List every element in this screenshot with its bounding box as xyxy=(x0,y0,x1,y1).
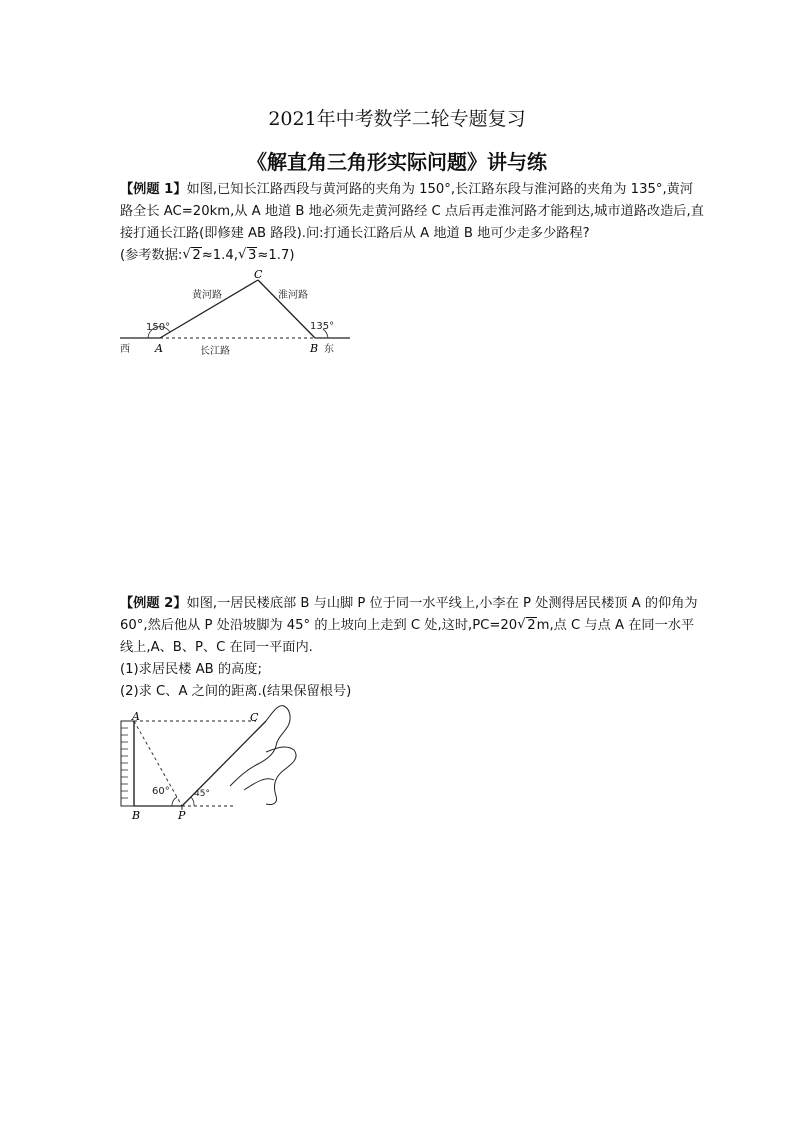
changjiang-road-label: 长江路 xyxy=(200,346,230,357)
point-c-label: C xyxy=(250,711,259,724)
example1-text xyxy=(120,179,704,245)
point-b-label: B xyxy=(310,342,319,355)
point-a-label: A xyxy=(132,710,140,723)
mountain-outline xyxy=(230,706,290,786)
page-subtitle: 《解直角三角形实际问题》讲与练 xyxy=(247,150,547,174)
sqrt-symbol: √ 2 xyxy=(517,615,536,637)
point-p-label: P xyxy=(178,809,186,822)
example2-body-end: m,点 C 与点 A 在同一水平线上,A、B、P、C 在同一平面内. xyxy=(120,618,695,655)
example1-figure xyxy=(118,268,358,360)
sqrt-symbol: √ 3 xyxy=(238,245,257,267)
example2-body: 如图,一居民楼底部 B 与山脚 P 位于同一水平线上,小李在 P 处测得居民楼顶 A 的仰角为 60°,然后他从 P 处沿坡脚为 45° 的上坡向上走到 C 处,这时,PC=20 xyxy=(120,596,698,633)
huaihe-road-label: 淮河路 xyxy=(278,290,308,301)
question-1: (1)求居民楼 AB 的高度; xyxy=(120,662,262,677)
point-c-label: C xyxy=(254,268,263,281)
example1-tag: 【例题 1】 xyxy=(120,182,187,197)
building-brick-wall xyxy=(121,721,134,806)
point-a-label: A xyxy=(155,342,163,355)
example1-body: 如图,已知长江路西段与黄河路的夹角为 150°,长江路东段与淮河路的夹角为 135°,黄河路全长 AC=20km,从 A 地道 B 地必须先走黄河路经 C 点后再走淮河路才能到达,城市道路改造后,直接打通长江路(即修建 AB 路段).问:打通长江路后从 A 地道 B 地可少走多少路程? xyxy=(120,182,704,241)
east-label: 东 xyxy=(324,344,334,355)
sqrt-symbol: √ 2 xyxy=(182,245,201,267)
page-title: 2021年中考数学二轮专题复习 xyxy=(268,108,526,130)
angle-b-label: 135° xyxy=(310,321,335,332)
example2-tag: 【例题 2】 xyxy=(120,596,187,611)
angle-a-label: 150° xyxy=(146,322,171,333)
huanghe-road-label: 黄河路 xyxy=(192,290,222,301)
angle-60-label: 60° xyxy=(152,786,170,797)
mountain-ridge xyxy=(244,779,274,790)
example2-figure xyxy=(116,700,302,822)
question-2: (2)求 C、A 之间的距离.(结果保留根号) xyxy=(120,684,352,699)
point-b-label: B xyxy=(132,809,141,822)
example2-text xyxy=(120,593,704,659)
west-label: 西 xyxy=(120,344,130,355)
angle-45-label: 45° xyxy=(194,789,210,799)
angle-60-arc xyxy=(172,797,177,806)
example1-reference-data: (参考数据:√ 2≈1.4,√ 3≈1.7) xyxy=(120,245,704,267)
